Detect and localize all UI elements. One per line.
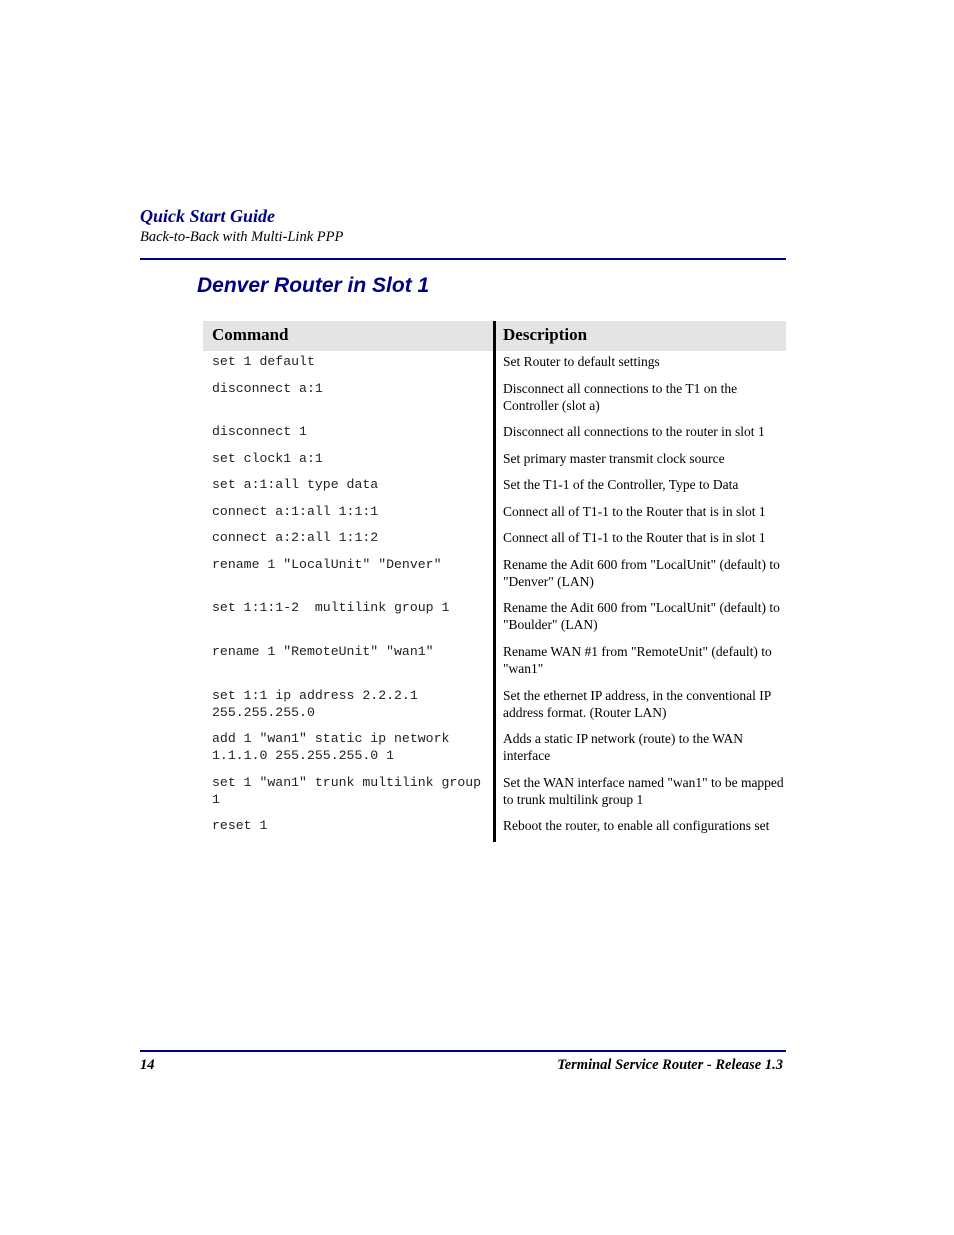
- page-number: 14: [140, 1057, 155, 1073]
- command-cell: disconnect a:1: [212, 381, 323, 396]
- command-cell: disconnect 1: [212, 424, 307, 439]
- description-cell: Set the WAN interface named "wan1" to be mapped to trunk multilink group 1: [503, 775, 784, 807]
- command-cell: set 1 default: [212, 354, 315, 369]
- description-cell: Set the ethernet IP address, in the conventional IP address format. (Router LAN): [503, 688, 771, 720]
- description-cell: Rename WAN #1 from "RemoteUnit" (default) to "wan1": [503, 644, 772, 676]
- description-cell: Connect all of T1-1 to the Router that is in slot 1: [503, 530, 766, 545]
- description-cell: Disconnect all connections to the router in slot 1: [503, 424, 765, 439]
- column-divider: [493, 321, 496, 842]
- command-cell: set 1:1 ip address 2.2.2.1 255.255.255.0: [212, 688, 426, 720]
- header-rule: [140, 258, 786, 260]
- command-cell: set clock1 a:1: [212, 451, 323, 466]
- description-cell: Adds a static IP network (route) to the WAN interface: [503, 731, 743, 763]
- description-cell: Reboot the router, to enable all configurations set: [503, 818, 770, 833]
- description-cell: Disconnect all connections to the T1 on the Controller (slot a): [503, 381, 738, 413]
- command-cell: connect a:1:all 1:1:1: [212, 504, 379, 519]
- command-cell: rename 1 "LocalUnit" "Denver": [212, 557, 442, 572]
- description-cell: Rename the Adit 600 from "LocalUnit" (default) to "Boulder" (LAN): [503, 600, 780, 632]
- command-cell: reset 1: [212, 818, 268, 833]
- description-cell: Set primary master transmit clock source: [503, 451, 725, 466]
- description-cell: Set Router to default settings: [503, 354, 660, 369]
- command-cell: set 1 "wan1" trunk multilink group 1: [212, 775, 489, 807]
- description-cell: Connect all of T1-1 to the Router that is in slot 1: [503, 504, 766, 519]
- header-title: Quick Start Guide: [140, 206, 276, 226]
- command-cell: set 1:1:1-2 multilink group 1: [212, 600, 450, 615]
- description-column-header: Description: [503, 325, 588, 344]
- footer-rule: [140, 1050, 786, 1052]
- footer-doc-title: Terminal Service Router - Release 1.3: [557, 1057, 783, 1073]
- command-cell: rename 1 "RemoteUnit" "wan1": [212, 644, 434, 659]
- command-cell: connect a:2:all 1:1:2: [212, 530, 379, 545]
- section-title: Denver Router in Slot 1: [197, 274, 430, 297]
- description-cell: Rename the Adit 600 from "LocalUnit" (default) to "Denver" (LAN): [503, 557, 780, 589]
- command-cell: set a:1:all type data: [212, 477, 379, 492]
- command-cell: add 1 "wan1" static ip network 1.1.1.0 255.255.255.0 1: [212, 731, 458, 763]
- command-column-header: Command: [212, 325, 289, 344]
- header-subtitle: Back-to-Back with Multi-Link PPP: [140, 229, 344, 245]
- command-table: [203, 321, 786, 833]
- description-cell: Set the T1-1 of the Controller, Type to Data: [503, 477, 739, 492]
